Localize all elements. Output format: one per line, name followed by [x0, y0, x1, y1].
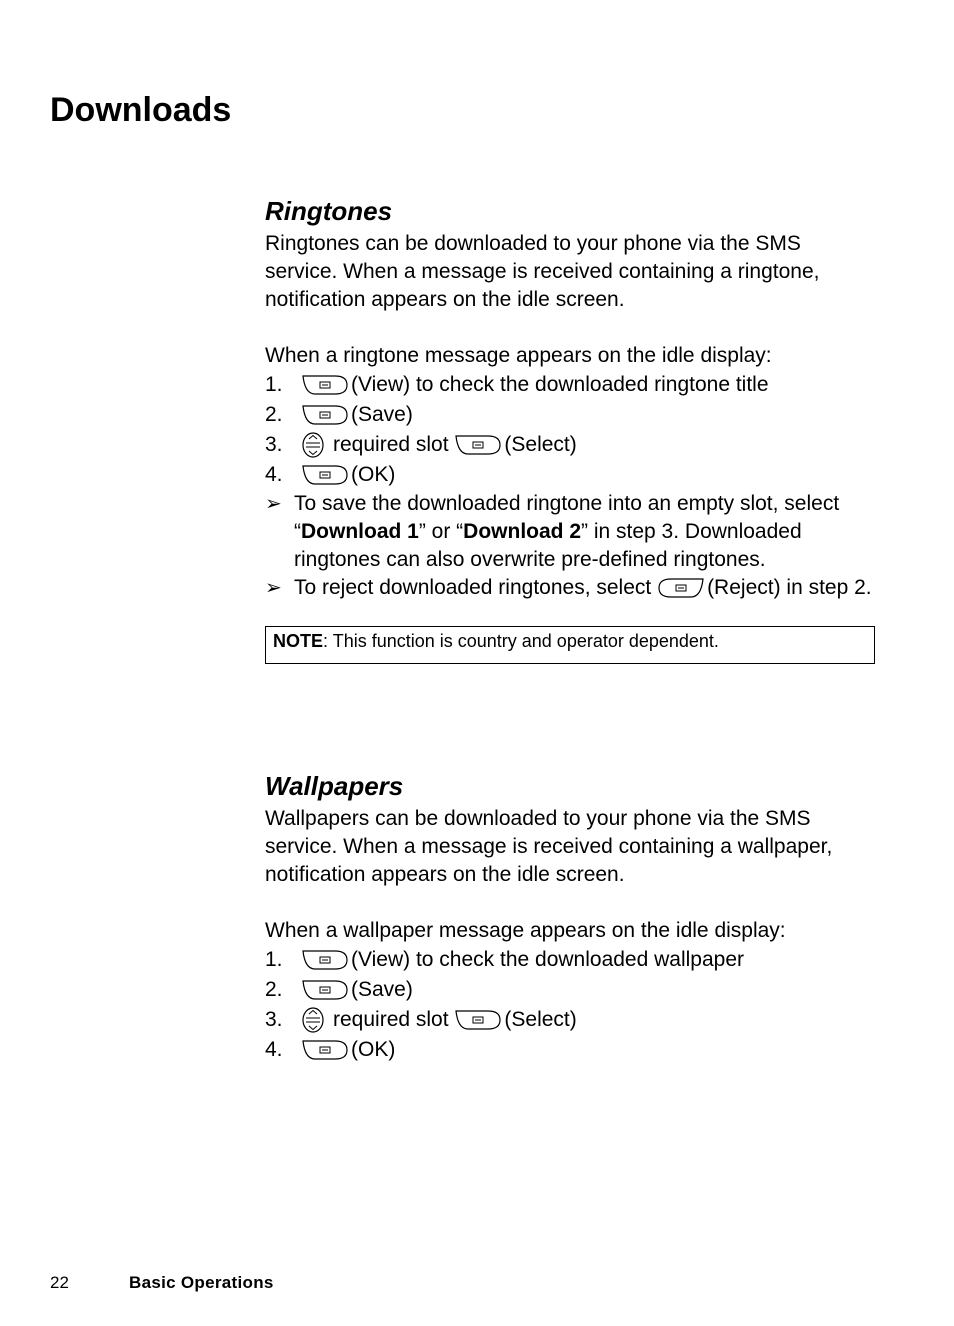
left-softkey-icon — [301, 464, 349, 486]
step-text: (OK) — [351, 463, 396, 486]
step-text: (Select) — [504, 433, 577, 456]
note-box — [265, 626, 875, 664]
left-softkey-icon — [301, 979, 349, 1001]
step-text: (View) to check the downloaded wallpaper — [351, 948, 745, 971]
step-number: 1. — [265, 948, 283, 971]
tip-save-slot: ➢ To save the downloaded ringtone into an empty slot, select “Download 1” or “Download 2” in step 3. Downloaded ringtones can also overwrite pre-defined ringtones. — [265, 492, 840, 571]
left-softkey-icon — [454, 434, 502, 456]
step-number: 1. — [265, 373, 283, 396]
ringtones-section — [265, 196, 875, 664]
list-item — [265, 460, 875, 490]
step-pre-text: required slot — [333, 1008, 449, 1031]
note-text: : This function is country and operator dependent. — [323, 631, 719, 651]
step-number: 2. — [265, 978, 283, 1001]
ringtones-heading: Ringtones — [265, 196, 393, 226]
list-item — [265, 400, 875, 430]
page-title: Downloads — [50, 91, 232, 129]
list-item — [265, 1005, 875, 1035]
step-number: 4. — [265, 463, 283, 486]
wallpapers-heading: Wallpapers — [265, 771, 404, 801]
ringtones-lead: When a ringtone message appears on the idle display: — [265, 344, 772, 367]
tip-reject: ➢ To reject downloaded ringtones, select (Reject) in step 2. — [265, 574, 875, 602]
left-softkey-icon — [301, 1039, 349, 1061]
list-item — [265, 975, 875, 1005]
list-item — [265, 430, 875, 460]
page-number: 22 — [50, 1273, 69, 1292]
left-softkey-icon — [301, 404, 349, 426]
note-label: NOTE — [273, 631, 324, 651]
tip-arrow-icon: ➢ — [265, 577, 282, 599]
wallpapers-lead: When a wallpaper message appears on the idle display: — [265, 919, 786, 942]
footer-section-title: Basic Operations — [129, 1273, 274, 1292]
step-pre-text: required slot — [333, 433, 449, 456]
list-item — [265, 1035, 875, 1065]
wallpapers-steps — [265, 945, 875, 1065]
step-number: 2. — [265, 403, 283, 426]
step-text: (Select) — [504, 1008, 577, 1031]
tip-arrow-icon: ➢ — [265, 493, 282, 515]
list-item — [265, 945, 875, 975]
step-text: (Save) — [351, 978, 413, 1001]
wallpapers-intro: Wallpapers can be downloaded to your phone via the SMS service. When a message is received containing a wallpaper, notification appears on the idle screen. — [265, 807, 833, 886]
left-softkey-icon — [301, 374, 349, 396]
step-number: 4. — [265, 1038, 283, 1061]
step-text: (OK) — [351, 1038, 396, 1061]
left-softkey-icon — [301, 949, 349, 971]
right-softkey-icon — [657, 577, 705, 599]
navigation-key-icon — [301, 432, 325, 458]
step-text: (Save) — [351, 403, 413, 426]
step-number: 3. — [265, 1008, 283, 1031]
list-item — [265, 370, 875, 400]
step-number: 3. — [265, 433, 283, 456]
ringtones-steps — [265, 370, 875, 490]
navigation-key-icon — [301, 1007, 325, 1033]
step-text: (View) to check the downloaded ringtone title — [351, 373, 769, 396]
wallpapers-section — [265, 771, 875, 1065]
left-softkey-icon — [454, 1009, 502, 1031]
ringtones-intro: Ringtones can be downloaded to your phone via the SMS service. When a message is received containing a ringtone, notification appears on the idle screen. — [265, 232, 820, 311]
